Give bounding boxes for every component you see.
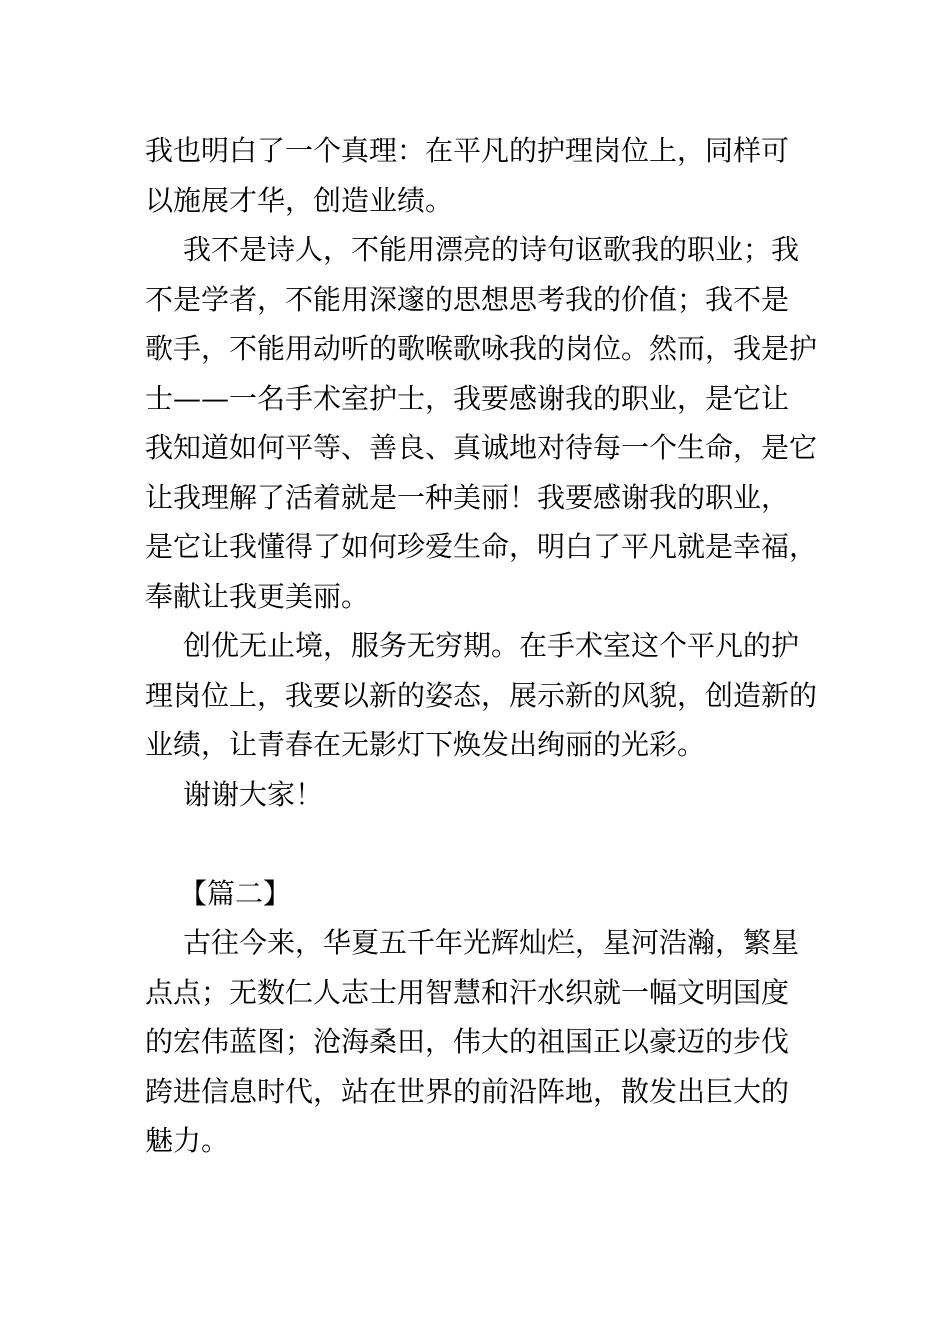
text-line: 我知道如何平等、善良、真诚地对待每一个生命，是它 — [145, 431, 818, 464]
text-line: 以施展才华，创造业绩。 — [145, 183, 454, 217]
paragraph-truth — [145, 126, 820, 225]
text-line: 创优无止境，服务无穷期。在手术室这个平凡的护 — [183, 629, 800, 662]
text-line: 点点；无数仁人志士用智慧和汗水织就一幅文明国度 — [145, 975, 790, 1009]
text-line: 是它让我懂得了如何珍爱生命，明白了平凡就是幸福， — [145, 530, 818, 563]
text-line: 业绩，让青春在无影灯下焕发出绚丽的光彩。 — [145, 728, 706, 761]
text-line: 理岗位上，我要以新的姿态，展示新的风貌，创造新的 — [145, 678, 818, 712]
text-line: 古往今来，华夏五千年光辉灿烂，星河浩瀚，繁星 — [183, 926, 800, 959]
text-line: 跨进信息时代，站在世界的前沿阵地，散发出巨大的 — [145, 1074, 790, 1108]
paragraph-thanks — [145, 770, 820, 820]
text-line: 不是学者，不能用深邃的思想思考我的价值；我不是 — [145, 282, 790, 316]
heading-text: 【篇二】 — [179, 876, 292, 910]
paragraph-excellence — [145, 621, 820, 770]
text-line: 谢谢大家！ — [183, 777, 324, 811]
section-heading — [145, 869, 820, 919]
section-spacer — [145, 819, 820, 869]
text-line: 歌手，不能用动听的歌喉歌咏我的岗位。然而，我是护 — [145, 332, 818, 365]
text-line: 的宏伟蓝图；沧海桑田，伟大的祖国正以豪迈的步伐 — [145, 1025, 790, 1058]
text-line: 我不是诗人，不能用漂亮的诗句讴歌我的职业；我 — [183, 233, 800, 266]
text-line: 士——一名手术室护士，我要感谢我的职业，是它让 — [145, 381, 790, 415]
paragraph-china — [145, 918, 820, 1166]
text-line: 奉献让我更美丽。 — [145, 579, 370, 613]
text-line: 让我理解了活着就是一种美丽！我要感谢我的职业， — [145, 480, 790, 514]
paragraph-not-poet — [145, 225, 820, 621]
text-line: 我也明白了一个真理：在平凡的护理岗位上，同样可 — [145, 134, 790, 167]
document-text — [145, 126, 820, 1166]
text-line: 魅力。 — [145, 1124, 230, 1157]
